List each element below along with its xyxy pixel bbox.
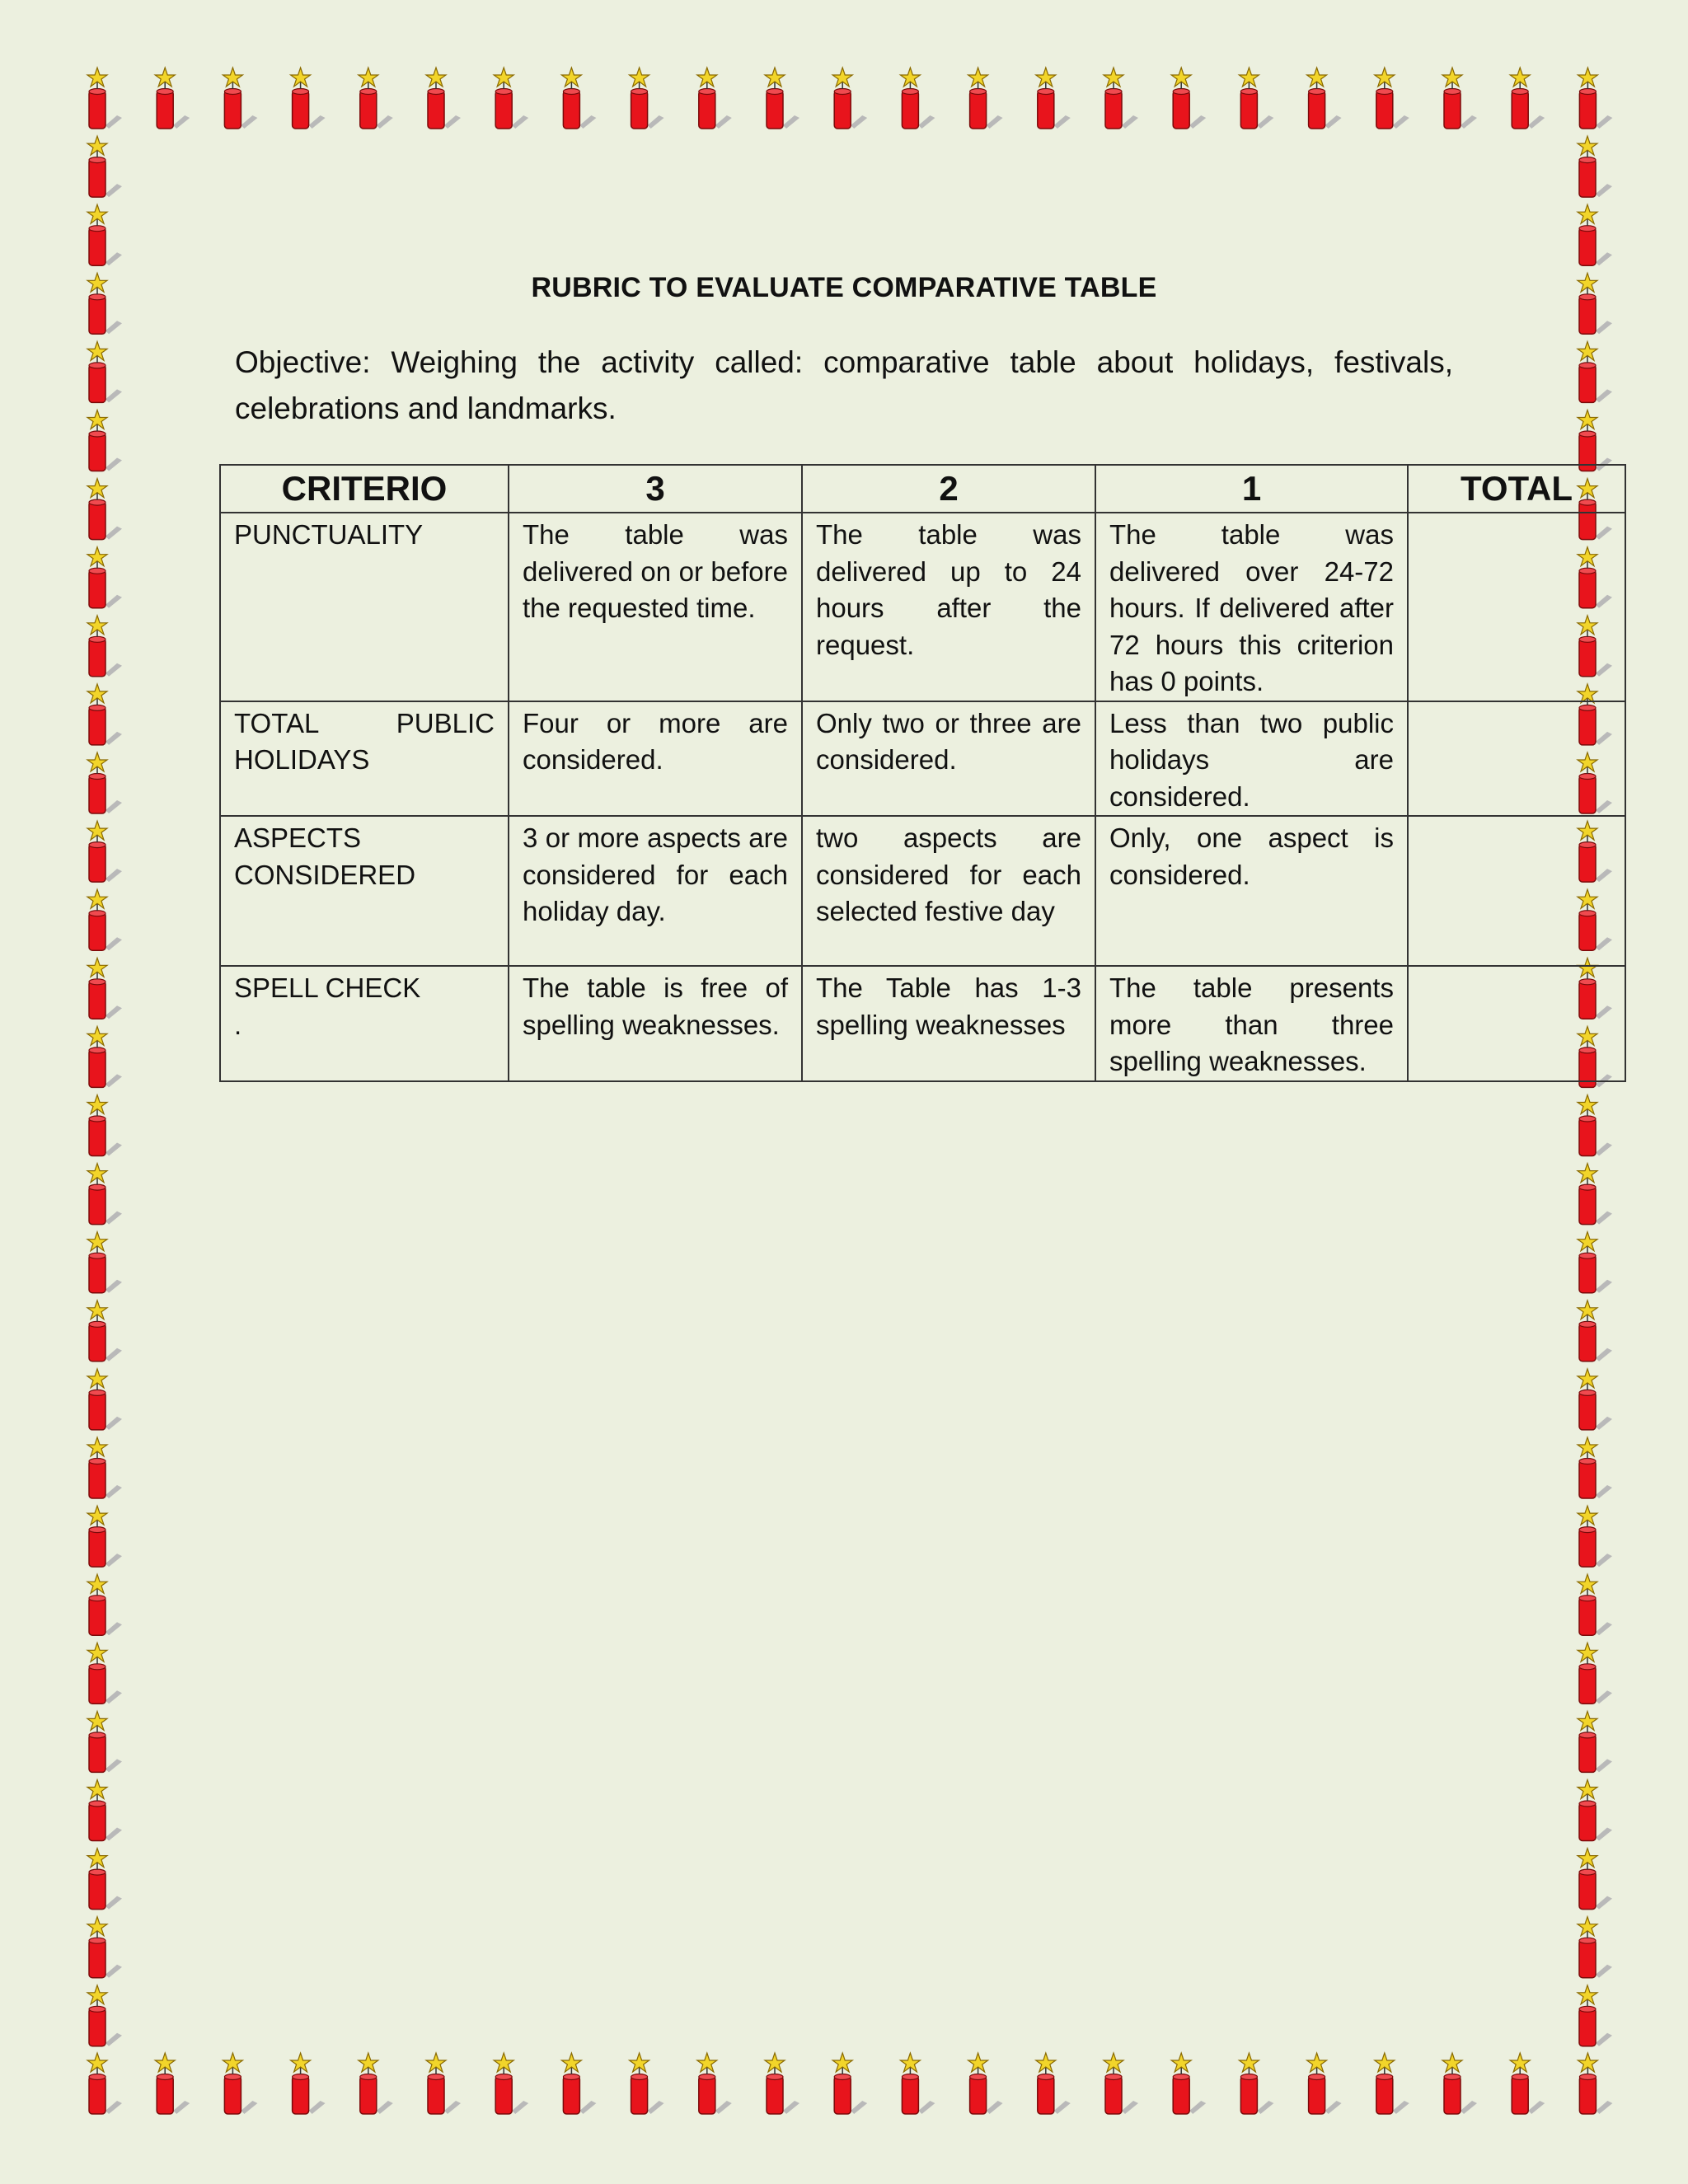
score-1-text: The table was delivered over 24-72 hours. If delivered after 72 hours this criterion has 0 points.: [1109, 519, 1394, 696]
criterion-cell: [220, 701, 509, 817]
firecracker-icon: [155, 2053, 190, 2114]
firecracker-icon: [87, 752, 122, 813]
table-row: [220, 816, 1625, 966]
firecracker-icon: [87, 2053, 122, 2114]
firecracker-icon: [697, 68, 732, 129]
firecracker-icon: [561, 68, 596, 129]
firecracker-icon: [87, 1849, 122, 1910]
firecracker-icon: [1578, 1574, 1612, 1635]
score-2-cell: [802, 513, 1095, 701]
firecracker-icon: [1104, 68, 1138, 129]
firecracker-icon: [87, 1917, 122, 1978]
firecracker-icon: [968, 68, 1003, 129]
firecracker-icon: [87, 410, 122, 471]
total-cell: [1408, 513, 1625, 701]
firecracker-icon: [1578, 204, 1612, 265]
firecracker-icon: [359, 2053, 393, 2114]
firecracker-icon: [1104, 2053, 1138, 2114]
total-cell: [1408, 816, 1625, 966]
score-2-text: The table was delivered up to 24 hours after the request.: [816, 519, 1081, 660]
firecracker-icon: [1375, 68, 1409, 129]
firecracker-icon: [1578, 136, 1612, 197]
firecracker-icon: [1375, 2053, 1409, 2114]
firecracker-icon: [87, 1780, 122, 1841]
firecracker-icon: [900, 2053, 935, 2114]
page-title: RUBRIC TO EVALUATE COMPARATIVE TABLE: [531, 272, 1157, 303]
firecracker-icon: [87, 889, 122, 950]
firecracker-icon: [87, 1506, 122, 1567]
firecracker-icon: [1578, 1849, 1612, 1910]
firecracker-icon: [1578, 1164, 1612, 1225]
firecracker-icon: [291, 2053, 326, 2114]
header-score-3: 3: [509, 465, 802, 513]
firecracker-icon: [1578, 1643, 1612, 1704]
firecracker-icon: [87, 68, 122, 129]
score-3-cell: [509, 701, 802, 817]
criterion-cell: [220, 816, 509, 966]
firecracker-icon: [87, 341, 122, 402]
firecracker-icon: [832, 2053, 867, 2114]
firecracker-icon: [426, 68, 461, 129]
score-1-cell: [1095, 816, 1408, 966]
firecracker-icon: [1578, 1780, 1612, 1841]
firecracker-icon: [87, 821, 122, 882]
firecracker-icon: [561, 2053, 596, 2114]
firecracker-icon: [87, 684, 122, 745]
firecracker-icon: [87, 958, 122, 1019]
score-3-cell: [509, 966, 802, 1081]
firecracker-icon: [1442, 68, 1477, 129]
firecracker-icon: [900, 68, 935, 129]
firecracker-icon: [968, 2053, 1003, 2114]
firecracker-icon: [359, 68, 393, 129]
score-1-text: Only, one aspect is considered.: [1109, 823, 1394, 890]
score-3-cell: [509, 816, 802, 966]
firecracker-icon: [630, 2053, 664, 2114]
firecracker-icon: [1578, 1437, 1612, 1498]
score-2-cell: [802, 816, 1095, 966]
score-3-text: The table was delivered on or before the requested time.: [523, 519, 788, 623]
firecracker-icon: [1307, 68, 1342, 129]
firecracker-icon: [87, 1301, 122, 1361]
firecracker-icon: [1510, 68, 1545, 129]
score-3-text: 3 or more aspects are considered for each holiday day.: [523, 823, 788, 926]
firecracker-icon: [1239, 68, 1273, 129]
firecracker-icon: [1578, 1301, 1612, 1361]
score-2-cell: [802, 701, 1095, 817]
firecracker-icon: [223, 2053, 257, 2114]
criterion-label: ASPECTS CONSIDERED: [234, 823, 416, 890]
firecracker-icon: [1578, 410, 1612, 471]
firecracker-icon: [1510, 2053, 1545, 2114]
criterion-label: TOTAL PUBLIC HOLIDAYS: [234, 707, 495, 775]
table-row: [220, 513, 1625, 701]
firecracker-icon: [87, 136, 122, 197]
firecracker-icon: [1578, 1711, 1612, 1772]
firecracker-icon: [1578, 1369, 1612, 1430]
firecracker-icon: [1578, 1095, 1612, 1156]
criterion-cell: [220, 513, 509, 701]
header-score-2: 2: [802, 465, 1095, 513]
score-1-cell: [1095, 701, 1408, 817]
score-2-text: Only two or three are considered.: [816, 707, 1081, 775]
score-2-text: two aspects are considered for each selected festive day: [816, 823, 1081, 926]
firecracker-icon: [1578, 1506, 1612, 1567]
firecracker-icon: [1171, 68, 1206, 129]
firecracker-icon: [1307, 2053, 1342, 2114]
firecracker-icon: [1578, 1232, 1612, 1293]
criterion-label: PUNCTUALITY: [234, 519, 424, 550]
firecracker-icon: [291, 68, 326, 129]
firecracker-icon: [87, 479, 122, 540]
header-criterio: CRITERIO: [220, 465, 509, 513]
score-2-text: The Table has 1-3 spelling weaknesses: [816, 972, 1081, 1040]
firecracker-icon: [87, 204, 122, 265]
firecracker-icon: [87, 1095, 122, 1156]
firecracker-icon: [87, 1369, 122, 1430]
firecracker-icon: [765, 2053, 799, 2114]
firecracker-icon: [1239, 2053, 1273, 2114]
firecracker-icon: [1036, 68, 1071, 129]
score-3-cell: [509, 513, 802, 701]
total-cell: [1408, 966, 1625, 1081]
firecracker-icon: [494, 68, 528, 129]
firecracker-icon: [1578, 2053, 1612, 2114]
firecracker-icon: [1442, 2053, 1477, 2114]
criterion-note: .: [234, 1009, 242, 1040]
firecracker-icon: [494, 2053, 528, 2114]
firecracker-icon: [87, 1437, 122, 1498]
firecracker-icon: [630, 68, 664, 129]
score-1-cell: [1095, 966, 1408, 1081]
firecracker-icon: [1578, 1917, 1612, 1978]
firecracker-icon: [832, 68, 867, 129]
table-row: [220, 701, 1625, 817]
firecracker-icon: [87, 1164, 122, 1225]
firecracker-icon: [1171, 2053, 1206, 2114]
firecracker-icon: [426, 2053, 461, 2114]
firecracker-icon: [87, 547, 122, 608]
rubric-table: [219, 464, 1626, 1082]
total-cell: [1408, 701, 1625, 817]
firecracker-icon: [87, 1574, 122, 1635]
firecracker-icon: [87, 1232, 122, 1293]
firecracker-icon: [155, 68, 190, 129]
firecracker-icon: [223, 68, 257, 129]
header-score-1: 1: [1095, 465, 1408, 513]
firecracker-icon: [1036, 2053, 1071, 2114]
table-row: [220, 966, 1625, 1081]
score-1-text: The table presents more than three spelling weaknesses.: [1109, 972, 1394, 1076]
score-1-text: Less than two public holidays are considered.: [1109, 707, 1394, 812]
score-1-cell: [1095, 513, 1408, 701]
firecracker-icon: [1578, 68, 1612, 129]
firecracker-icon: [1578, 1985, 1612, 2046]
score-3-text: Four or more are considered.: [523, 707, 788, 775]
firecracker-icon: [87, 1985, 122, 2046]
criterion-label: SPELL CHECK: [234, 972, 421, 1003]
firecracker-icon: [697, 2053, 732, 2114]
firecracker-icon: [765, 68, 799, 129]
score-2-cell: [802, 966, 1095, 1081]
firecracker-icon: [87, 1026, 122, 1087]
objective-paragraph: Objective: Weighing the activity called: comparative table about holidays, festivals, celebrations and landmarks.: [235, 345, 1453, 425]
firecracker-icon: [87, 1643, 122, 1704]
table-header-row: [220, 465, 1625, 513]
firecracker-icon: [87, 616, 122, 677]
firecracker-icon: [87, 1711, 122, 1772]
firecracker-icon: [1578, 341, 1612, 402]
criterion-cell: [220, 966, 509, 1081]
score-3-text: The table is free of spelling weaknesses.: [523, 972, 788, 1040]
header-total: TOTAL: [1408, 465, 1625, 513]
